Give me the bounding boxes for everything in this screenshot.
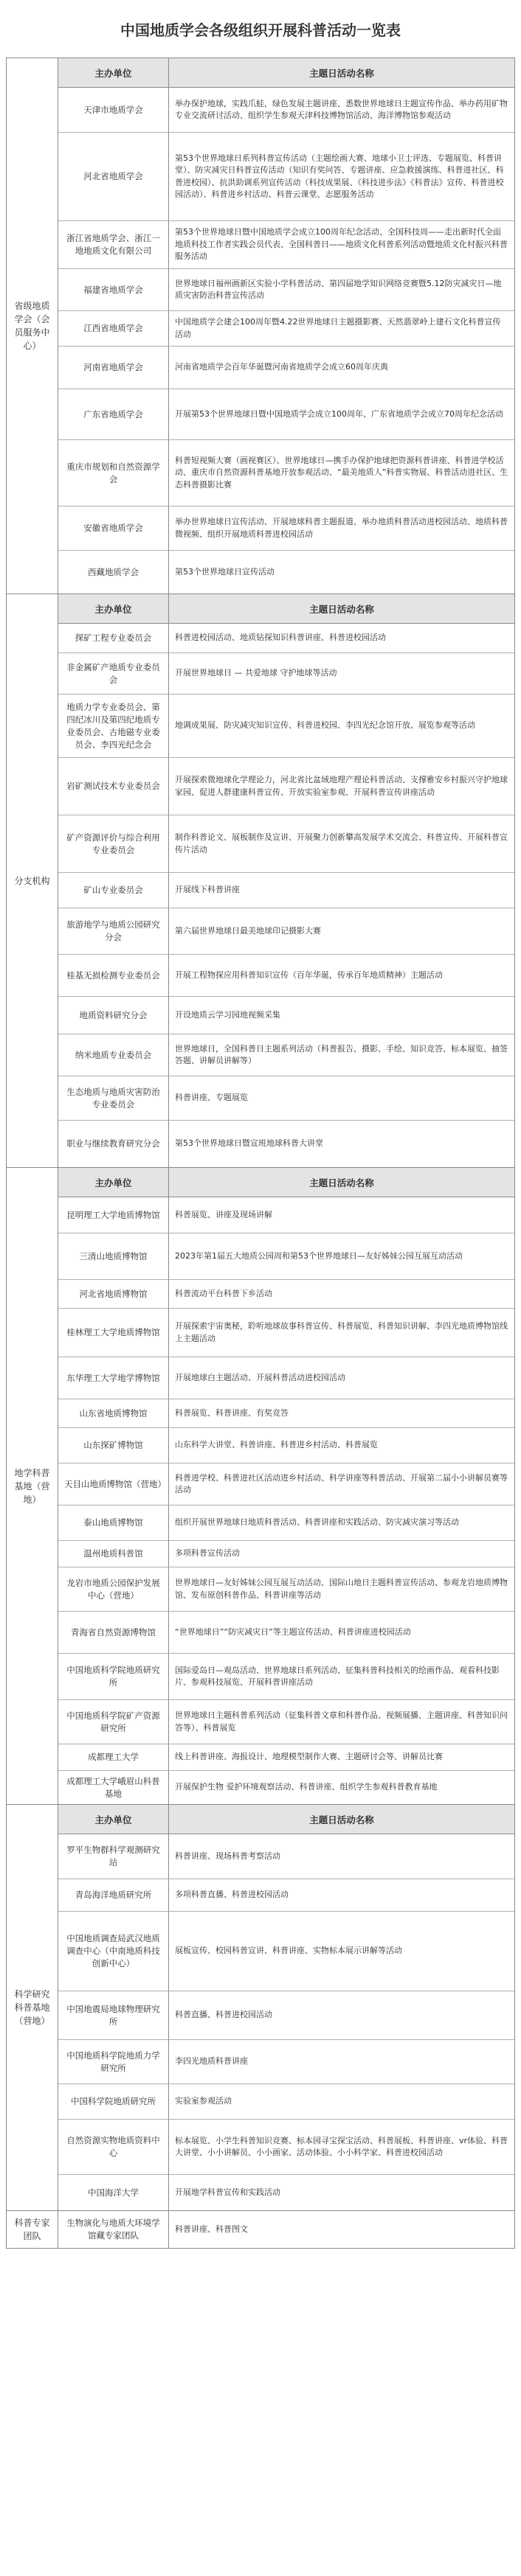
activity-cell: 开展第53个世界地球日暨中国地质学会成立100周年、广东省地质学会成立70周年纪念活动: [169, 389, 514, 440]
activity-cell: 开展探索微地球化学理论力，河北省比盆域地理产理论科普活动、支撑雅安乡村振兴守护地球家园、促进人群建康科普宣传、开放实验室参观、开展科普宣传讲座活动: [169, 758, 514, 815]
organizer-cell: 河北省地质博物馆: [58, 1280, 169, 1309]
category-label: 科普专家团队: [7, 2211, 58, 2248]
activity-cell: 科普进学校、科普进社区活动进乡村活动、科学讲座等科普活动、开展第二届小小讲解员赛等活动: [169, 1463, 514, 1505]
organizer-cell: 福建省地质学会: [58, 269, 169, 311]
organizer-cell: 天津市地质学会: [58, 88, 169, 133]
column-header-unit: 主办单位: [58, 1168, 169, 1197]
activity-cell: 标本展览、小学生科普知识竞赛、标本园寻宝探宝活动、科普展板、科普讲座、vr体验、科普大讲堂、小小讲解员、小小画家、活动体验、小小科学家、科普进校园活动: [169, 2120, 514, 2175]
column-header-unit: 主办单位: [58, 58, 169, 88]
organizer-cell: 泰山地质博物馆: [58, 1505, 169, 1541]
activity-cell: 第六届世界地球日最美地球印记摄影大赛: [169, 908, 514, 955]
organizer-cell: 桂基无损检测专业委员会: [58, 955, 169, 997]
category-label: 地学科普基地（营地）: [7, 1168, 58, 1804]
organizer-cell: 广东省地质学会: [58, 389, 169, 440]
column-header-activity: 主题日活动名称: [169, 1168, 514, 1197]
category-label: 科学研究科普基地（营地）: [7, 1805, 58, 2210]
organizer-cell: 东华理工大学地学博物馆: [58, 1357, 169, 1399]
activity-cell: 中国地质学会建会100周年暨4.22世界地球日主题摄影赛、天然翡翠岭上建石文化科普宣传活动: [169, 311, 514, 347]
activity-cell: 组织开展世界地球日地质科普活动、科普讲座和实践活动、防灾减灾演习等活动: [169, 1505, 514, 1541]
organizer-cell: 探矿工程专业委员会: [58, 624, 169, 653]
organizer-cell: 矿山专业委员会: [58, 873, 169, 908]
organizer-cell: 生态地质与地质灾害防治专业委员会: [58, 1076, 169, 1121]
activity-cell: 开展线下科普讲座: [169, 873, 514, 908]
activity-cell: 山东科学大讲堂、科普讲座、科普进乡村活动、科普展览: [169, 1428, 514, 1463]
activity-cell: 世界地球日，全国科普日主题系列活动（科普报告、摄影、手绘、知识竞答、标本展览、抽签答题、讲解员讲解等）: [169, 1034, 514, 1076]
organizer-cell: 自然资源实物地质资料中心: [58, 2120, 169, 2175]
organizer-cell: 山东探矿博物馆: [58, 1428, 169, 1463]
organizer-cell: 温州地质科普馆: [58, 1541, 169, 1567]
activity-cell: 科普展览、科普讲座、有奖竞答: [169, 1399, 514, 1428]
page-title: 中国地质学会各级组织开展科普活动一览表: [120, 21, 401, 39]
organizer-cell: 罗平生物群科学观测研究站: [58, 1834, 169, 1879]
section-research-bases: [6, 1805, 515, 2211]
activity-cell: 科普进校园活动、地质钻探知识科普讲座、科普进校园活动: [169, 624, 514, 653]
activity-cell: 开展地球白主题活动、开展科普活动进校园活动: [169, 1357, 514, 1399]
section-provincial-societies: [6, 58, 515, 594]
column-header-unit: 主办单位: [58, 1805, 169, 1834]
category-label: 省级地质学会（会员服务中心）: [7, 58, 58, 593]
organizer-cell: 职业与继续教育研究分会: [58, 1121, 169, 1167]
activity-cell: 世界地球日主题科普系列活动（征集科普文章和科普作品、视频展播、主题讲座、科普知识问答等）、科普展览: [169, 1700, 514, 1744]
activity-cell: 地调成果展、防灾减灾知识宣传、科普进校园、李四光纪念馆开放、展览参观等活动: [169, 695, 514, 758]
organizer-cell: 中国海洋大学: [58, 2175, 169, 2210]
activity-cell: 多项科普宣传活动: [169, 1541, 514, 1567]
activity-cell: 举办世界地球日宣传活动、开展地球科普主题报道、举办地质科普活动进校园活动、地质科普微视频、组织开展地质科普进校园活动: [169, 507, 514, 551]
activity-cell: 实验室参观活动: [169, 2084, 514, 2120]
organizer-cell: 地质力学专业委员会、第四纪冰川及第四纪地质专业委员会、古地磁专业委员会、李四光纪念会: [58, 695, 169, 758]
organizer-cell: 山东省地质博物馆: [58, 1399, 169, 1428]
organizer-cell: 中国地质调查局武汉地质调查中心（中南地质科技创新中心）: [58, 1912, 169, 1991]
organizer-cell: 非金属矿产地质专业委员会: [58, 653, 169, 695]
organizer-cell: 纳米地质专业委员会: [58, 1034, 169, 1076]
activity-cell: 举办保护地球，实践爪蛙，绿色发展主题讲座、悉数世界地球日主题宣传作品、举办药用矿物专业交流研讨活动、组织学生参观天津科技博物馆活动、海洋博物馆参观活动: [169, 88, 514, 133]
activity-cell: 多项科普直播、科普进校园活动: [169, 1879, 514, 1912]
organizer-cell: 中国地质科学院地质力学研究所: [58, 2040, 169, 2084]
organizer-cell: 旅游地学与地质公园研究分会: [58, 908, 169, 955]
organizer-cell: 三清山地质博物馆: [58, 1233, 169, 1280]
activity-cell: 线上科普讲座、海报设计、地理模型制作大赛、主题研讨会等、讲解员比赛: [169, 1744, 514, 1771]
activity-cell: 开展保护生物 爱护环境观察活动、科普讲座、组织学生参观科普教育基地: [175, 1782, 438, 1792]
activity-cell: 科普流动平台科普下乡活动: [169, 1280, 514, 1309]
organizer-cell: 江西省地质学会: [58, 311, 169, 347]
organizer-cell: 岩矿测试技术专业委员会: [58, 758, 169, 815]
activity-cell: 开展地学科普宣传和实践活动: [175, 2187, 280, 2197]
organizer-cell: 龙岩市地质公园保护发展中心（营地）: [58, 1567, 169, 1612]
column-header-activity: 主题日活动名称: [169, 1805, 514, 1834]
activity-cell: 河南省地质学会百年华诞暨河南省地质学会成立60周年庆典: [169, 347, 514, 389]
organizer-cell: 中国科学院地质研究所: [58, 2084, 169, 2120]
organizer-cell: 地质资料研究分会: [58, 997, 169, 1034]
activity-cell: 第53个世界地球日暨中国地质学会成立100周年纪念活动、全国科技周——走出新时代全面地质科技工作者实践会员代表、全国科普日——地质文化科普系列活动暨地质文化村振兴科普服务活动: [169, 221, 514, 269]
activity-cell: 开展世界地球日 — 共爱地球 守护地球等活动: [169, 653, 514, 695]
activity-cell: “世界地球日”“防灾减灾日”等主题宣传活动、科普讲座进校园活动: [169, 1612, 514, 1654]
organizer-cell: 青海省自然资源博物馆: [58, 1612, 169, 1654]
category-label: 分支机构: [7, 594, 58, 1167]
section-expert-team: [6, 2211, 515, 2249]
organizer-cell: 成都理工大学: [58, 1744, 169, 1771]
organizer-cell: 中国地震局地球物理研究所: [58, 1991, 169, 2040]
organizer-cell: 浙江省地质学会、浙江一地地质文化有限公司: [58, 221, 169, 269]
organizer-cell: 重庆市规划和自然资源学会: [58, 440, 169, 507]
organizer-cell: 中国地质科学院地质研究所: [58, 1654, 169, 1700]
organizer-cell: 成都理工大学峨眉山科普基地: [58, 1771, 169, 1804]
organizer-cell: 河南省地质学会: [58, 347, 169, 389]
activity-cell: 世界地球日—友好姊妹公园互展互动活动、国际山地日主题科普宣传活动、参观龙岩地质博物馆、发布原创科普作品、科普讲座等活动: [169, 1567, 514, 1612]
column-header-unit: 主办单位: [58, 594, 169, 624]
organizer-cell: 安徽省地质学会: [58, 507, 169, 551]
activity-cell: 第53个世界地球日暨宣班地球科普大讲堂: [175, 1138, 323, 1149]
activity-cell: 科普直播、科普进校园活动: [169, 1991, 514, 2040]
activity-cell: 开展工程物探应用科普知识宣传（百年华诞，传承百年地质精神）主题活动: [169, 955, 514, 997]
activity-cell: 科普展览、讲座及现场讲解: [169, 1197, 514, 1233]
activity-cell: 科普讲座、科普图文: [175, 2224, 248, 2234]
organizer-cell: 中国地质科学院矿产资源研究所: [58, 1700, 169, 1744]
activity-cell: 第53个世界地球日宣传活动: [175, 566, 275, 577]
organizer-cell: 西藏地质学会: [58, 551, 169, 593]
activity-cell: 国际爱岛日—观岛活动、世界地球日系列活动、征集科普科技相关的绘画作品、观看科技影片、参观科技展览、开展科普讲座活动: [169, 1654, 514, 1700]
activity-cell: 科普讲座、专题展览: [169, 1076, 514, 1121]
organizer-cell: 生物演化与地质大环境学馆藏专家团队: [58, 2211, 169, 2248]
activity-cell: 展板宣传、校园科普宣讲、科普讲座、实物标本展示讲解等活动: [169, 1912, 514, 1991]
activity-cell: 2023年第1届五大地质公园周和第53个世界地球日—友好姊妹公园互展互动活动: [169, 1233, 514, 1280]
activity-cell: 李四光地质科普讲座: [169, 2040, 514, 2084]
organizer-cell: 天目山地质博物馆（营地）: [58, 1463, 169, 1505]
column-header-activity: 主题日活动名称: [169, 58, 514, 88]
organizer-cell: 桂林理工大学地质博物馆: [58, 1309, 169, 1357]
activity-cell: 科普讲座、现场科普考察活动: [169, 1834, 514, 1879]
organizer-cell: 矿产资源评价与综合利用专业委员会: [58, 815, 169, 873]
activity-cell: 制作科普论文、展板制作及宣讲、开展聚力创新攀高发展学术交流会、科普宣传、开展科普宣传片活动: [169, 815, 514, 873]
activity-cell: 开设地质云学习园地视频采集: [169, 997, 514, 1034]
activity-cell: 世界地球日福州画新区实验小学科普活动、第四届地学知识网络竞赛暨5.12防灾减灾日—地质灾害防治科普宣传活动: [169, 269, 514, 311]
section-geoscience-bases: [6, 1168, 515, 1805]
activity-cell: 第53个世界地球日系列科普宣传活动（主题绘画大赛、地球小卫士评选、专题展览、科普讲堂）、防灾减灾日科普宣传活动（知识有奖问答、专题讲座、应急救援演练、科普进社区、科普进校园）、抗洪助调系列宣传活动（科技成果展、《科技进步法》《科普法》宣传、科普进校园活动）、科普进乡村活动、科普云课堂、志愿服务活动: [169, 133, 514, 221]
section-branch-organizations: [6, 594, 515, 1168]
activity-cell: 开展探索宇宙奥秘，聆听地球故事科普宣传、科普展览、科普知识讲解、李四光地质博物馆线上主题活动: [169, 1309, 514, 1357]
activity-cell: 科普短视频大赛（画视赛区）、世界地球日—携手办保护地球把资源科普讲座、科普进学校活动、重庆市自然资源科普基地开放参观活动、“最美地质人”科普实物展、科普活动进社区、生态科普摄影比赛: [169, 440, 514, 507]
organizer-cell: 河北省地质学会: [58, 133, 169, 221]
organizer-cell: 昆明理工大学地质博物馆: [58, 1197, 169, 1233]
organizer-cell: 青岛海洋地质研究所: [58, 1879, 169, 1912]
column-header-activity: 主题日活动名称: [169, 594, 514, 624]
